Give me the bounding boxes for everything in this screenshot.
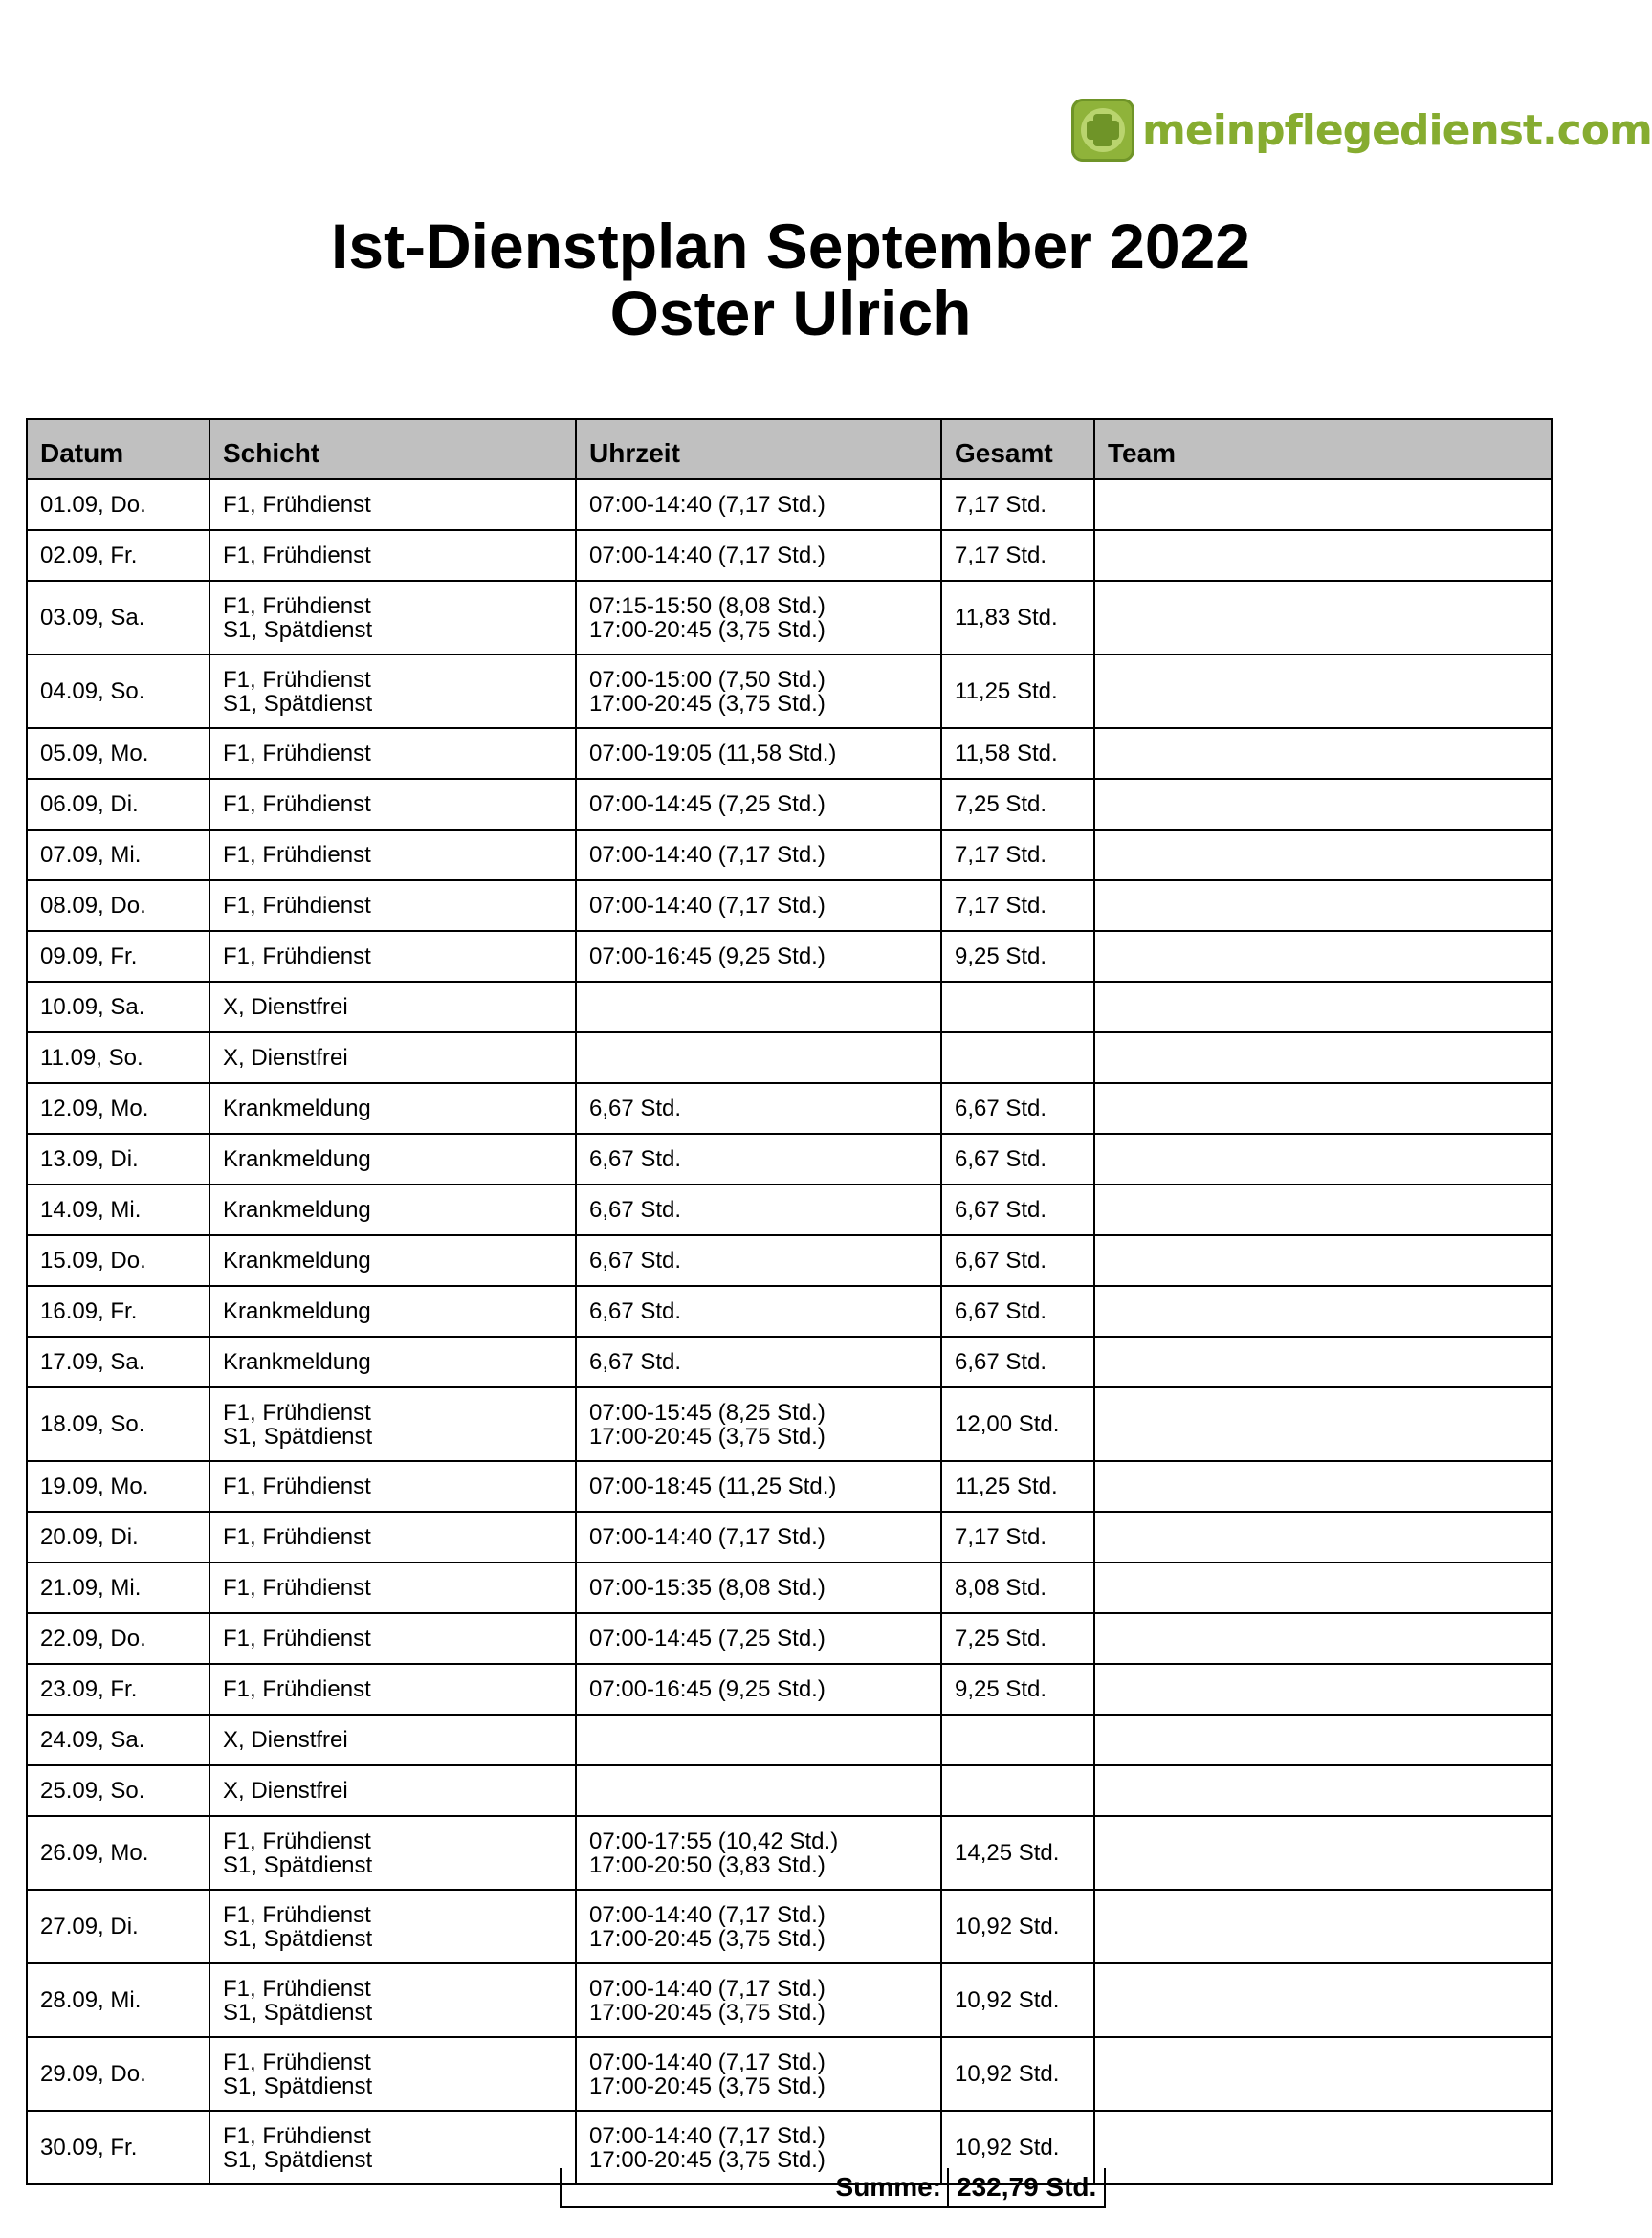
cell-gesamt: 7,17 Std.: [941, 830, 1094, 880]
cell-uhrzeit: [576, 931, 941, 982]
cell-schicht-line: F1, Frühdienst: [223, 2122, 371, 2149]
table-row: [27, 1890, 1552, 1963]
cell-uhrzeit: [576, 1512, 941, 1562]
cell-schicht: [209, 1032, 576, 1083]
table-row: [27, 1963, 1552, 2037]
cell-schicht: [209, 2037, 576, 2111]
cell-schicht-line: F1, Frühdienst: [223, 666, 371, 693]
cell-schicht-line: F1, Frühdienst: [223, 893, 371, 919]
cell-datum: 30.09, Fr.: [27, 2111, 209, 2184]
cell-team: [1094, 1963, 1552, 2037]
cell-uhrzeit-line: 07:00-14:40 (7,17 Std.): [589, 2049, 826, 2075]
table-row: [27, 479, 1552, 530]
cell-gesamt: 10,92 Std.: [941, 2037, 1094, 2111]
cell-schicht-line: Krankmeldung: [223, 1349, 371, 1375]
table-row: [27, 1816, 1552, 1890]
cell-uhrzeit-line: 17:00-20:45 (3,75 Std.): [589, 1423, 826, 1450]
cell-team: [1094, 1235, 1552, 1286]
column-header-gesamt: Gesamt: [941, 419, 1094, 479]
cell-gesamt: 11,25 Std.: [941, 1461, 1094, 1512]
cell-schicht-line: F1, Frühdienst: [223, 1575, 371, 1601]
cell-team: [1094, 1387, 1552, 1461]
cell-gesamt: 7,25 Std.: [941, 1613, 1094, 1664]
cell-gesamt: 9,25 Std.: [941, 931, 1094, 982]
cell-uhrzeit-line: 07:00-14:40 (7,17 Std.): [589, 492, 826, 518]
cell-uhrzeit: [576, 830, 941, 880]
cell-uhrzeit-line: 07:00-16:45 (9,25 Std.): [589, 943, 826, 969]
cell-schicht: [209, 830, 576, 880]
cell-datum: 23.09, Fr.: [27, 1664, 209, 1715]
cell-datum: 01.09, Do.: [27, 479, 209, 530]
cell-schicht: [209, 1134, 576, 1185]
column-header-team: Team: [1094, 419, 1552, 479]
column-header-datum: Datum: [27, 419, 209, 479]
cell-schicht: [209, 982, 576, 1032]
page-title: [0, 212, 1581, 346]
cell-uhrzeit: [576, 1816, 941, 1890]
cell-team: [1094, 1715, 1552, 1765]
cell-uhrzeit-line: 07:00-15:45 (8,25 Std.): [589, 1399, 826, 1426]
cell-schicht-line: F1, Frühdienst: [223, 592, 371, 619]
cell-uhrzeit: [576, 1032, 941, 1083]
cell-schicht: [209, 654, 576, 728]
cell-schicht: [209, 1613, 576, 1664]
cell-schicht-line: F1, Frühdienst: [223, 543, 371, 568]
cell-gesamt: [941, 982, 1094, 1032]
column-header-schicht: Schicht: [209, 419, 576, 479]
cell-team: [1094, 880, 1552, 931]
cell-schicht-line: S1, Spätdienst: [223, 2146, 373, 2173]
cell-schicht: [209, 1286, 576, 1337]
cell-datum: 13.09, Di.: [27, 1134, 209, 1185]
cell-uhrzeit: [576, 2037, 941, 2111]
cell-uhrzeit: [576, 1337, 941, 1387]
cell-schicht-line: F1, Frühdienst: [223, 842, 371, 868]
cell-gesamt: 12,00 Std.: [941, 1387, 1094, 1461]
cell-datum: 29.09, Do.: [27, 2037, 209, 2111]
cell-team: [1094, 728, 1552, 779]
table-row: [27, 779, 1552, 830]
cell-uhrzeit-line: 07:00-14:45 (7,25 Std.): [589, 1626, 826, 1651]
cell-datum: 18.09, So.: [27, 1387, 209, 1461]
cell-datum: 07.09, Mi.: [27, 830, 209, 880]
cell-team: [1094, 1562, 1552, 1613]
cell-datum: 12.09, Mo.: [27, 1083, 209, 1134]
cell-datum: 04.09, So.: [27, 654, 209, 728]
cell-gesamt: 7,25 Std.: [941, 779, 1094, 830]
cell-datum: 26.09, Mo.: [27, 1816, 209, 1890]
cell-datum: 05.09, Mo.: [27, 728, 209, 779]
table-row: [27, 728, 1552, 779]
cell-schicht-line: F1, Frühdienst: [223, 741, 371, 766]
cell-schicht: [209, 728, 576, 779]
cell-uhrzeit-line: 17:00-20:50 (3,83 Std.): [589, 1851, 826, 1878]
table-row: [27, 1715, 1552, 1765]
cell-uhrzeit: [576, 1890, 941, 1963]
cell-team: [1094, 1613, 1552, 1664]
cell-gesamt: 7,17 Std.: [941, 880, 1094, 931]
cell-schicht-line: F1, Frühdienst: [223, 1626, 371, 1651]
cell-datum: 15.09, Do.: [27, 1235, 209, 1286]
cell-schicht-line: F1, Frühdienst: [223, 1676, 371, 1702]
table-row: [27, 1613, 1552, 1664]
cell-datum: 19.09, Mo.: [27, 1461, 209, 1512]
cell-schicht-line: F1, Frühdienst: [223, 943, 371, 969]
table-row: [27, 1337, 1552, 1387]
table-row: [27, 581, 1552, 654]
table-header-row: [27, 419, 1552, 479]
cell-uhrzeit-line: 6,67 Std.: [589, 1197, 682, 1223]
cell-uhrzeit-line: 6,67 Std.: [589, 1349, 682, 1375]
cell-team: [1094, 581, 1552, 654]
cell-uhrzeit: [576, 1134, 941, 1185]
cell-datum: 02.09, Fr.: [27, 530, 209, 581]
cell-uhrzeit: [576, 1562, 941, 1613]
nurse-cross-icon: [1071, 99, 1134, 162]
cell-uhrzeit-line: 07:00-14:40 (7,17 Std.): [589, 1901, 826, 1928]
cell-schicht-line: S1, Spätdienst: [223, 616, 373, 643]
cell-uhrzeit-line: 07:00-18:45 (11,25 Std.): [589, 1474, 837, 1499]
table-row: [27, 1032, 1552, 1083]
cell-uhrzeit: [576, 1387, 941, 1461]
cell-team: [1094, 1461, 1552, 1512]
cell-team: [1094, 1286, 1552, 1337]
cell-gesamt: 10,92 Std.: [941, 1963, 1094, 2037]
cell-team: [1094, 830, 1552, 880]
cell-uhrzeit-line: 07:00-15:00 (7,50 Std.): [589, 666, 826, 693]
cell-datum: 06.09, Di.: [27, 779, 209, 830]
cell-gesamt: 11,83 Std.: [941, 581, 1094, 654]
cell-schicht-line: S1, Spätdienst: [223, 690, 373, 717]
cell-schicht-line: X, Dienstfrei: [223, 1045, 348, 1071]
cell-uhrzeit-line: 6,67 Std.: [589, 1146, 682, 1172]
cell-datum: 14.09, Mi.: [27, 1185, 209, 1235]
table-row: [27, 1083, 1552, 1134]
cell-datum: 25.09, So.: [27, 1765, 209, 1816]
schedule-table: [26, 418, 1553, 2185]
cell-datum: 03.09, Sa.: [27, 581, 209, 654]
cell-team: [1094, 1890, 1552, 1963]
table-row: [27, 1765, 1552, 1816]
cell-schicht-line: F1, Frühdienst: [223, 1524, 371, 1550]
cell-team: [1094, 654, 1552, 728]
cell-uhrzeit: [576, 880, 941, 931]
summary-row: [560, 2168, 1106, 2208]
cell-datum: 10.09, Sa.: [27, 982, 209, 1032]
table-row: [27, 1185, 1552, 1235]
cell-datum: 28.09, Mi.: [27, 1963, 209, 2037]
cell-schicht-line: S1, Spätdienst: [223, 1423, 373, 1450]
cell-uhrzeit: [576, 1235, 941, 1286]
cell-gesamt: 6,67 Std.: [941, 1337, 1094, 1387]
cell-datum: 20.09, Di.: [27, 1512, 209, 1562]
cell-schicht: [209, 1083, 576, 1134]
cell-gesamt: 10,92 Std.: [941, 1890, 1094, 1963]
summary-value: 232,79 Std.: [957, 2172, 1097, 2202]
cell-team: [1094, 479, 1552, 530]
cell-uhrzeit-line: 07:00-14:40 (7,17 Std.): [589, 842, 826, 868]
cell-gesamt: 6,67 Std.: [941, 1286, 1094, 1337]
cell-uhrzeit: [576, 1083, 941, 1134]
cell-uhrzeit: [576, 1715, 941, 1765]
cell-gesamt: 7,17 Std.: [941, 530, 1094, 581]
cell-schicht: [209, 1235, 576, 1286]
cell-schicht-line: F1, Frühdienst: [223, 1399, 371, 1426]
cell-schicht-line: Krankmeldung: [223, 1146, 371, 1172]
cell-datum: 24.09, Sa.: [27, 1715, 209, 1765]
cell-datum: 17.09, Sa.: [27, 1337, 209, 1387]
cell-team: [1094, 1816, 1552, 1890]
cell-schicht-line: Krankmeldung: [223, 1248, 371, 1274]
cell-uhrzeit-line: 07:00-14:40 (7,17 Std.): [589, 543, 826, 568]
column-header-uhrzeit: Uhrzeit: [576, 419, 941, 479]
cell-schicht-line: F1, Frühdienst: [223, 791, 371, 817]
cell-schicht: [209, 1185, 576, 1235]
table-row: [27, 931, 1552, 982]
cell-schicht: [209, 1765, 576, 1816]
cell-uhrzeit-line: 07:00-16:45 (9,25 Std.): [589, 1676, 826, 1702]
cell-uhrzeit: [576, 654, 941, 728]
cell-schicht-line: S1, Spätdienst: [223, 1925, 373, 1952]
cell-datum: 21.09, Mi.: [27, 1562, 209, 1613]
table-row: [27, 1562, 1552, 1613]
page-title-line-2: Oster Ulrich: [609, 277, 972, 348]
cell-team: [1094, 2111, 1552, 2184]
cell-schicht: [209, 1512, 576, 1562]
table-row: [27, 1286, 1552, 1337]
cell-schicht: [209, 1715, 576, 1765]
cell-gesamt: 8,08 Std.: [941, 1562, 1094, 1613]
table-row: [27, 654, 1552, 728]
cell-gesamt: 7,17 Std.: [941, 479, 1094, 530]
cell-datum: 16.09, Fr.: [27, 1286, 209, 1337]
cell-datum: 22.09, Do.: [27, 1613, 209, 1664]
brand-logo: [1071, 96, 1652, 165]
cell-gesamt: 6,67 Std.: [941, 1134, 1094, 1185]
cell-uhrzeit-line: 07:15-15:50 (8,08 Std.): [589, 592, 826, 619]
cell-schicht-line: X, Dienstfrei: [223, 1778, 348, 1804]
cell-uhrzeit-line: 07:00-14:45 (7,25 Std.): [589, 791, 826, 817]
cell-team: [1094, 1134, 1552, 1185]
table-row: [27, 1134, 1552, 1185]
cell-schicht: [209, 931, 576, 982]
cell-gesamt: 7,17 Std.: [941, 1512, 1094, 1562]
cell-uhrzeit-line: 17:00-20:45 (3,75 Std.): [589, 1999, 826, 2026]
cell-uhrzeit: [576, 1963, 941, 2037]
table-row: [27, 530, 1552, 581]
cell-uhrzeit-line: 17:00-20:45 (3,75 Std.): [589, 690, 826, 717]
cell-team: [1094, 779, 1552, 830]
cell-datum: 11.09, So.: [27, 1032, 209, 1083]
table-row: [27, 2037, 1552, 2111]
table-row: [27, 1664, 1552, 1715]
cell-datum: 27.09, Di.: [27, 1890, 209, 1963]
cell-uhrzeit-line: 17:00-20:45 (3,75 Std.): [589, 2072, 826, 2099]
cell-uhrzeit: [576, 728, 941, 779]
cell-uhrzeit-line: 17:00-20:45 (3,75 Std.): [589, 616, 826, 643]
cell-uhrzeit: [576, 779, 941, 830]
cell-gesamt: 10,92 Std.: [941, 2111, 1094, 2184]
table-row: [27, 982, 1552, 1032]
cell-schicht-line: F1, Frühdienst: [223, 1975, 371, 2002]
cell-datum: 08.09, Do.: [27, 880, 209, 931]
cell-schicht: [209, 1664, 576, 1715]
cell-gesamt: 9,25 Std.: [941, 1664, 1094, 1715]
cell-team: [1094, 1185, 1552, 1235]
page-title-line-1: Ist-Dienstplan September 2022: [331, 211, 1250, 281]
cell-uhrzeit-line: 6,67 Std.: [589, 1298, 682, 1324]
cell-schicht: [209, 1562, 576, 1613]
cell-schicht: [209, 1387, 576, 1461]
cell-schicht-line: S1, Spätdienst: [223, 2072, 373, 2099]
cell-schicht-line: F1, Frühdienst: [223, 2049, 371, 2075]
table-row: [27, 1512, 1552, 1562]
cell-schicht-line: Krankmeldung: [223, 1197, 371, 1223]
cell-uhrzeit-line: 6,67 Std.: [589, 1248, 682, 1274]
cell-team: [1094, 1765, 1552, 1816]
cell-schicht-line: Krankmeldung: [223, 1096, 371, 1121]
cell-schicht: [209, 2111, 576, 2184]
cell-team: [1094, 1337, 1552, 1387]
cell-gesamt: 11,25 Std.: [941, 654, 1094, 728]
cell-gesamt: 6,67 Std.: [941, 1185, 1094, 1235]
cell-gesamt: 6,67 Std.: [941, 1235, 1094, 1286]
cell-uhrzeit: [576, 530, 941, 581]
cell-schicht-line: F1, Frühdienst: [223, 1474, 371, 1499]
cell-team: [1094, 1032, 1552, 1083]
cell-uhrzeit-line: 07:00-14:40 (7,17 Std.): [589, 893, 826, 919]
cell-schicht: [209, 1890, 576, 1963]
cell-schicht: [209, 880, 576, 931]
cell-uhrzeit-line: 07:00-14:40 (7,17 Std.): [589, 1975, 826, 2002]
cell-uhrzeit-line: 07:00-14:40 (7,17 Std.): [589, 1524, 826, 1550]
summary-label: Summe:: [562, 2168, 949, 2206]
cell-uhrzeit-line: 07:00-19:05 (11,58 Std.): [589, 741, 837, 766]
cell-team: [1094, 1512, 1552, 1562]
cell-uhrzeit-line: 17:00-20:45 (3,75 Std.): [589, 2146, 826, 2173]
table-row: [27, 880, 1552, 931]
cell-gesamt: [941, 1765, 1094, 1816]
cell-schicht: [209, 1963, 576, 2037]
cell-schicht: [209, 581, 576, 654]
cell-uhrzeit: [576, 581, 941, 654]
cell-schicht-line: F1, Frühdienst: [223, 1901, 371, 1928]
cell-schicht: [209, 779, 576, 830]
cell-team: [1094, 1664, 1552, 1715]
cell-uhrzeit-line: 17:00-20:45 (3,75 Std.): [589, 1925, 826, 1952]
cell-uhrzeit: [576, 1286, 941, 1337]
cell-team: [1094, 2037, 1552, 2111]
table-row: [27, 1461, 1552, 1512]
cell-uhrzeit-line: 07:00-15:35 (8,08 Std.): [589, 1575, 826, 1601]
cell-team: [1094, 982, 1552, 1032]
cell-schicht-line: X, Dienstfrei: [223, 994, 348, 1020]
cell-gesamt: [941, 1032, 1094, 1083]
cell-schicht-line: Krankmeldung: [223, 1298, 371, 1324]
cell-uhrzeit-line: 6,67 Std.: [589, 1096, 682, 1121]
cell-schicht-line: S1, Spätdienst: [223, 1851, 373, 1878]
table-row: [27, 1387, 1552, 1461]
cell-team: [1094, 1083, 1552, 1134]
brand-logo-text: meinpflegedienst.com: [1142, 105, 1652, 155]
cell-datum: 09.09, Fr.: [27, 931, 209, 982]
cell-schicht-line: S1, Spätdienst: [223, 1999, 373, 2026]
cell-gesamt: [941, 1715, 1094, 1765]
cell-schicht: [209, 1816, 576, 1890]
table-row: [27, 830, 1552, 880]
cell-schicht-line: F1, Frühdienst: [223, 492, 371, 518]
cell-team: [1094, 530, 1552, 581]
cell-uhrzeit: [576, 1664, 941, 1715]
cell-uhrzeit: [576, 479, 941, 530]
cell-uhrzeit-line: 07:00-17:55 (10,42 Std.): [589, 1828, 839, 1854]
cell-uhrzeit: [576, 1185, 941, 1235]
cell-gesamt: 6,67 Std.: [941, 1083, 1094, 1134]
table-row: [27, 1235, 1552, 1286]
cell-uhrzeit: [576, 982, 941, 1032]
cell-uhrzeit: [576, 1613, 941, 1664]
cell-team: [1094, 931, 1552, 982]
cell-schicht: [209, 1337, 576, 1387]
cell-uhrzeit-line: 07:00-14:40 (7,17 Std.): [589, 2122, 826, 2149]
cell-schicht: [209, 479, 576, 530]
cell-gesamt: 11,58 Std.: [941, 728, 1094, 779]
cell-gesamt: 14,25 Std.: [941, 1816, 1094, 1890]
cell-schicht-line: F1, Frühdienst: [223, 1828, 371, 1854]
cell-schicht: [209, 1461, 576, 1512]
cell-schicht: [209, 530, 576, 581]
cell-uhrzeit: [576, 1765, 941, 1816]
cell-schicht-line: X, Dienstfrei: [223, 1727, 348, 1753]
cell-uhrzeit: [576, 1461, 941, 1512]
